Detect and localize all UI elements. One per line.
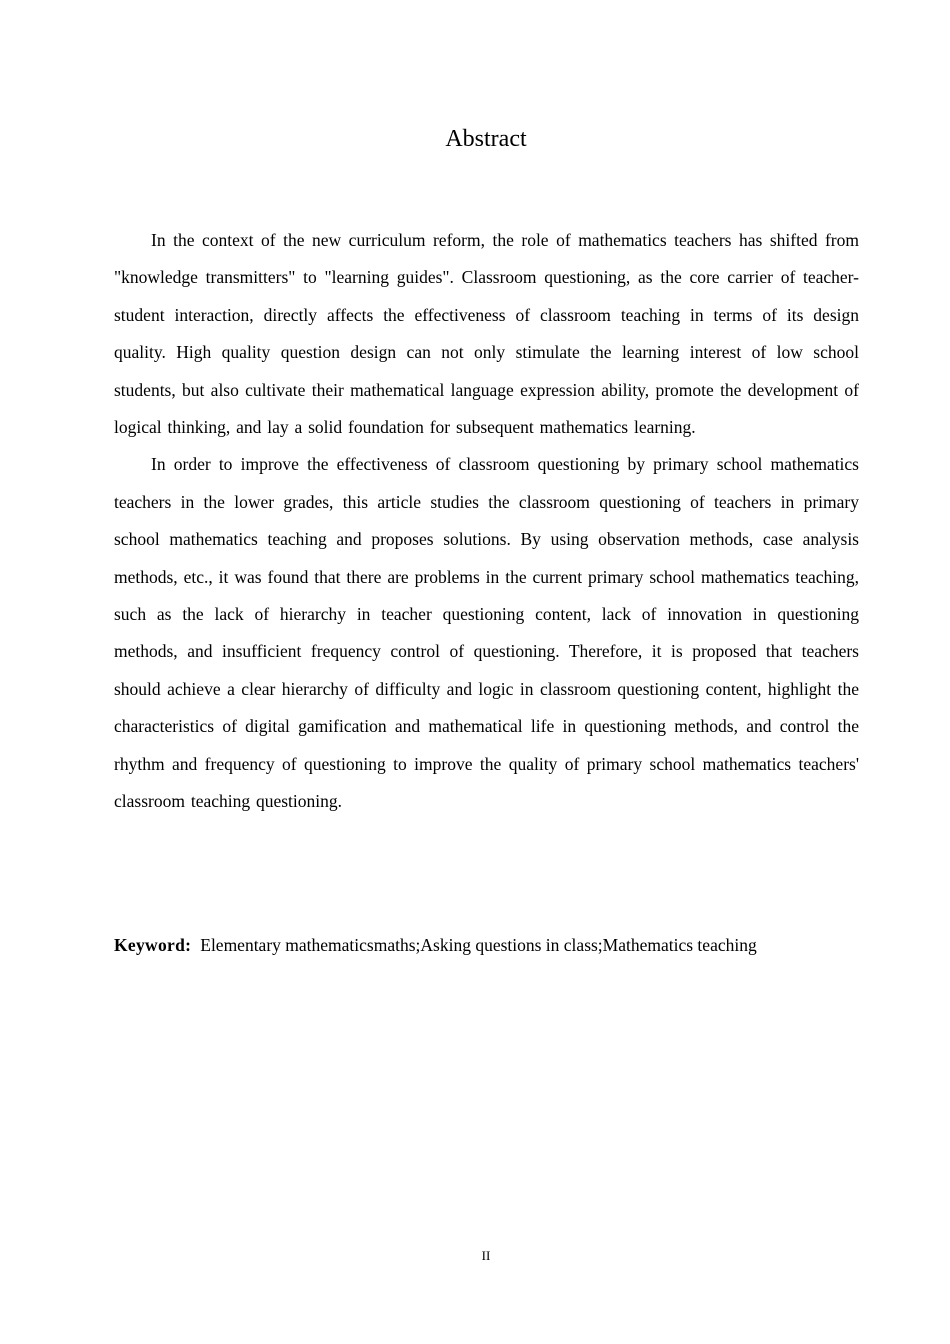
- abstract-paragraph-1: In the context of the new curriculum reform, the role of mathematics teachers has shifted from "knowledge transmitters" to "learning guides". Classroom questioning, as the core carrier of teacher-student interaction, directly affects the effectiveness of classroom teaching in terms of its design quality. High quality question design can not only stimulate the learning interest of low school students, but also cultivate their mathematical language expression ability, promote the development of logical thinking, and lay a solid foundation for subsequent mathematics learning.: [114, 230, 859, 438]
- page-number: II: [481, 1248, 491, 1263]
- abstract-paragraph-2: In order to improve the effectiveness of classroom questioning by primary school mathematics teachers in the lower grades, this article studies the classroom questioning of teachers in primary school mathematics teaching and proposes solutions. By using observation methods, case analysis methods, etc., it was found that there are problems in the current primary school mathematics teaching, such as the lack of hierarchy in teacher questioning content, lack of innovation in questioning methods, and insufficient frequency control of questioning. Therefore, it is proposed that teachers should achieve a clear hierarchy of difficulty and logic in classroom questioning content, highlight the characteristics of digital gamification and mathematical life in questioning methods, and control the rhythm and frequency of questioning to improve the quality of primary school mathematics teachers' classroom teaching questioning.: [114, 454, 859, 812]
- keywords-line: [114, 930, 859, 960]
- keywords-value: Elementary mathematicsmaths;Asking questions in class;Mathematics teaching: [200, 935, 757, 955]
- abstract-title: Abstract: [445, 126, 527, 152]
- keywords-label: Keyword:: [114, 935, 192, 955]
- abstract-body: [114, 222, 859, 821]
